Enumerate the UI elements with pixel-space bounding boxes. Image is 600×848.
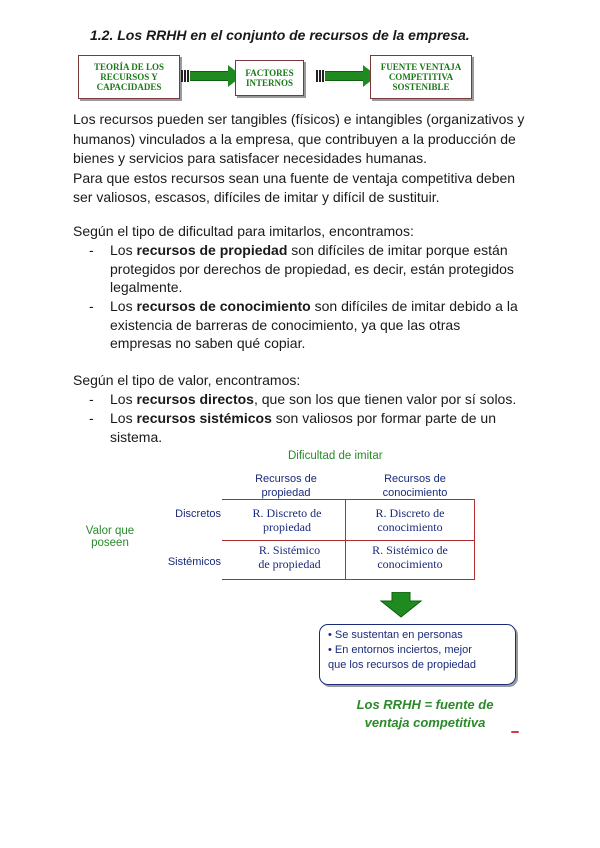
matrix-side-label-line: poseen	[91, 537, 129, 549]
flow-box-theory-line1: TEORÍA DE LOS	[93, 62, 165, 72]
list-item-line2: sistema.	[110, 428, 163, 445]
list-item-pre: Los	[110, 298, 137, 314]
summary-box	[319, 624, 516, 685]
list-item-bold: recursos de conocimiento	[136, 298, 311, 314]
list-dash: -	[89, 298, 94, 314]
matrix-col-header-line: Recursos de	[255, 473, 317, 485]
matrix-cell-line: R. Sistémico de	[372, 543, 448, 557]
flow-box-internal-factors	[235, 60, 304, 96]
down-arrow-icon	[380, 592, 422, 618]
conclusion-line: Los RRHH = fuente de	[356, 697, 494, 712]
matrix-row-label-systemic: Sistémicos	[167, 556, 221, 568]
matrix-cell-line: de propiedad	[258, 557, 321, 571]
intro-line: bienes y servicios para satisfacer necesidades humanas.	[73, 150, 428, 167]
intro-line: Los recursos pueden ser tangibles (físicos) e intangibles (organizativos y	[73, 111, 525, 127]
matrix-cell-line: propiedad	[263, 520, 311, 534]
matrix-cell-line: R. Discreto de	[375, 506, 445, 520]
intro-line: ser valiosos, escasos, difíciles de imitar y difícil de sustituir.	[73, 189, 440, 206]
list-item-bold: recursos directos	[136, 391, 254, 407]
flow-box-theory	[78, 55, 180, 99]
summary-bullet: • Se sustentan en personas	[328, 629, 463, 641]
matrix-col-header-line: propiedad	[261, 487, 311, 499]
conclusion-line: ventaja competitiva	[364, 715, 486, 730]
matrix-cell-line: conocimiento	[377, 520, 443, 534]
flow-arrow-1	[181, 65, 242, 87]
matrix-grid-line	[222, 499, 475, 500]
list-item-line2: existencia de barreras de conocimiento, ya que las otras	[110, 316, 461, 333]
flow-box-internal-line1: FACTORES	[245, 68, 294, 78]
section-heading: 1.2. Los RRHH en el conjunto de recursos de la empresa.	[90, 27, 470, 43]
matrix-side-label-line: Valor que	[85, 525, 135, 537]
matrix-grid-line	[222, 579, 475, 580]
list-item-post: son valiosos por formar parte de un	[271, 410, 496, 426]
list-item-post: son difíciles de imitar porque están	[287, 242, 508, 258]
matrix-cell-line: R. Discreto de	[252, 506, 322, 520]
matrix-col-header-property	[236, 472, 336, 500]
imitation-intro: Según el tipo de dificultad para imitarlos, encontramos:	[73, 223, 414, 239]
flow-box-advantage-line2: COMPETITIVA	[388, 72, 454, 82]
matrix-cell-line: R. Sistémico	[258, 543, 321, 557]
matrix-cell-discrete-knowledge	[350, 506, 470, 534]
intro-line: humanos) vinculados a la empresa, que contribuyen a la producción de	[73, 130, 516, 147]
list-item-line3: legalmente.	[110, 279, 183, 296]
matrix-cell-line: conocimiento	[377, 557, 443, 571]
list-item-pre: Los	[110, 242, 137, 258]
matrix-title: Dificultad de imitar	[288, 450, 383, 462]
matrix-grid-line	[222, 540, 475, 541]
list-item-pre: Los	[110, 410, 137, 426]
flow-box-advantage-line1: FUENTE VENTAJA	[380, 62, 462, 72]
flow-box-theory-line2: RECURSOS Y	[100, 72, 158, 82]
list-item-pre: Los	[110, 391, 137, 407]
matrix-cell-systemic-property	[232, 543, 347, 571]
matrix-col-header-knowledge	[360, 472, 470, 500]
flow-box-competitive-advantage	[370, 55, 472, 99]
matrix-grid-line	[474, 499, 475, 580]
matrix-col-header-line: conocimiento	[382, 487, 448, 499]
value-intro: Según el tipo de valor, encontramos:	[73, 372, 301, 388]
matrix-cell-systemic-knowledge	[350, 543, 470, 571]
list-item-post: son difíciles de imitar debido a la	[310, 298, 518, 314]
list-item-bold: recursos de propiedad	[136, 242, 288, 258]
conclusion-text	[330, 696, 520, 732]
flow-arrow-2	[316, 65, 377, 87]
flow-box-advantage-line3: SOSTENIBLE	[392, 82, 450, 92]
list-item-bold: recursos sistémicos	[136, 410, 272, 426]
summary-bullet-continuation: que los recursos de propiedad	[328, 659, 476, 671]
list-item-line2: protegidos por derechos de propiedad, es decir, están protegidos	[110, 260, 514, 277]
list-item-post: , que son los que tienen valor por sí solos.	[253, 391, 517, 407]
list-dash: -	[89, 242, 94, 258]
list-item-line3: empresas no saben qué copiar.	[110, 335, 306, 352]
decorative-mark	[511, 731, 519, 733]
intro-paragraphs	[73, 110, 543, 208]
summary-bullet: • En entornos inciertos, mejor	[328, 644, 472, 656]
flow-box-internal-line2: INTERNOS	[245, 78, 293, 88]
matrix-col-header-line: Recursos de	[384, 473, 446, 485]
matrix-row-label-discrete: Discretos	[175, 508, 221, 520]
flow-box-theory-line3: CAPACIDADES	[96, 82, 162, 92]
matrix-side-label	[70, 525, 150, 549]
list-dash: -	[89, 391, 94, 407]
list-dash: -	[89, 410, 94, 426]
intro-line: Para que estos recursos sean una fuente de ventaja competitiva deben	[73, 169, 516, 186]
matrix-cell-discrete-property	[232, 506, 342, 534]
